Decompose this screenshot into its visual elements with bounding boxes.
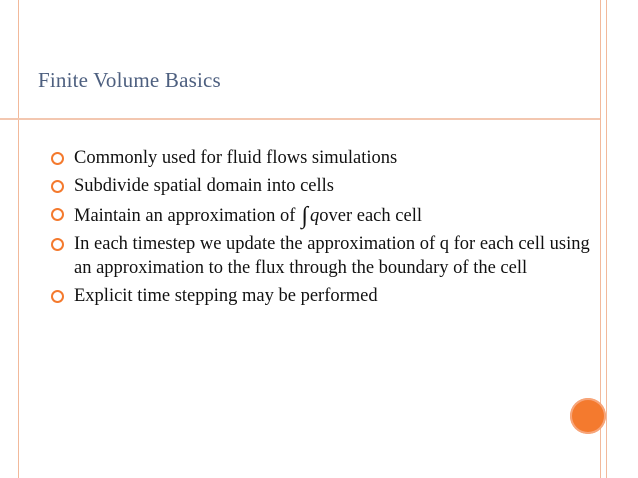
bullet-item bbox=[48, 146, 598, 170]
bullet-text: Maintain an approximation of bbox=[74, 206, 296, 226]
decorative-orange-circle bbox=[570, 398, 606, 434]
bullet-item bbox=[48, 202, 598, 228]
bullet-ring-icon bbox=[51, 290, 64, 303]
bullet-text: Commonly used for fluid flows simulations bbox=[74, 148, 398, 168]
bullet-item bbox=[48, 174, 598, 198]
bullet-text: Explicit time stepping may be performed bbox=[74, 286, 378, 306]
bullet-item bbox=[48, 284, 598, 308]
bullet-ring-icon bbox=[51, 152, 64, 165]
math-variable-q: q bbox=[310, 206, 320, 226]
left-border-line bbox=[18, 0, 19, 478]
bullet-ring-icon bbox=[51, 208, 64, 221]
bullet-ring-icon bbox=[51, 180, 64, 193]
bullet-ring-icon bbox=[51, 238, 64, 251]
integral-symbol: ∫ bbox=[301, 203, 309, 229]
title-divider bbox=[0, 118, 600, 120]
right-border-line-outer bbox=[606, 0, 607, 478]
bullet-text: In each timestep we update the approximation of q for each cell using an approximation to the flux through the boundary of the cell bbox=[74, 234, 590, 278]
bullet-text-tail: over each cell bbox=[319, 206, 422, 226]
bullet-list bbox=[48, 146, 598, 312]
bullet-item bbox=[48, 232, 598, 280]
slide-title: Finite Volume Basics bbox=[38, 68, 221, 92]
bullet-text: Subdivide spatial domain into cells bbox=[74, 176, 334, 196]
